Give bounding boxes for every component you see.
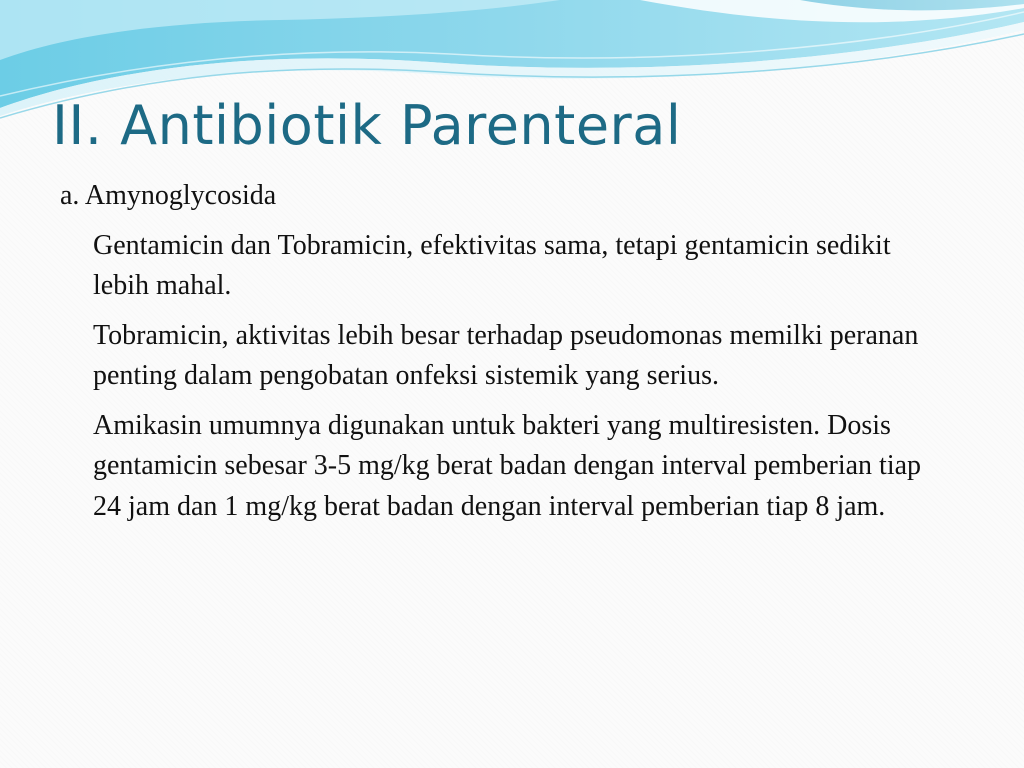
paragraph-tobramicin: Tobramicin, aktivitas lebih besar terhadap pseudomonas memilki peranan penting dalam pengobatan onfeksi sistemik yang serius. <box>93 319 919 391</box>
paragraph-gentamicin-tobramicin: Gentamicin dan Tobramicin, efektivitas sama, tetapi gentamicin sedikit lebih mahal. <box>93 229 891 301</box>
slide-title: II. Antibiotik Parenteral <box>52 94 682 157</box>
subheading: a. Amynoglycosida <box>60 180 277 211</box>
paragraph-amikasin: Amikasin umumnya digunakan untuk bakteri yang multiresisten. Dosis gentamicin sebesar 3-5 mg/kg berat badan dengan interval pemberian tiap 24 jam dan 1 mg/kg berat badan dengan interval pemberian tiap 8 jam. <box>93 409 922 522</box>
slide-body <box>60 176 960 527</box>
